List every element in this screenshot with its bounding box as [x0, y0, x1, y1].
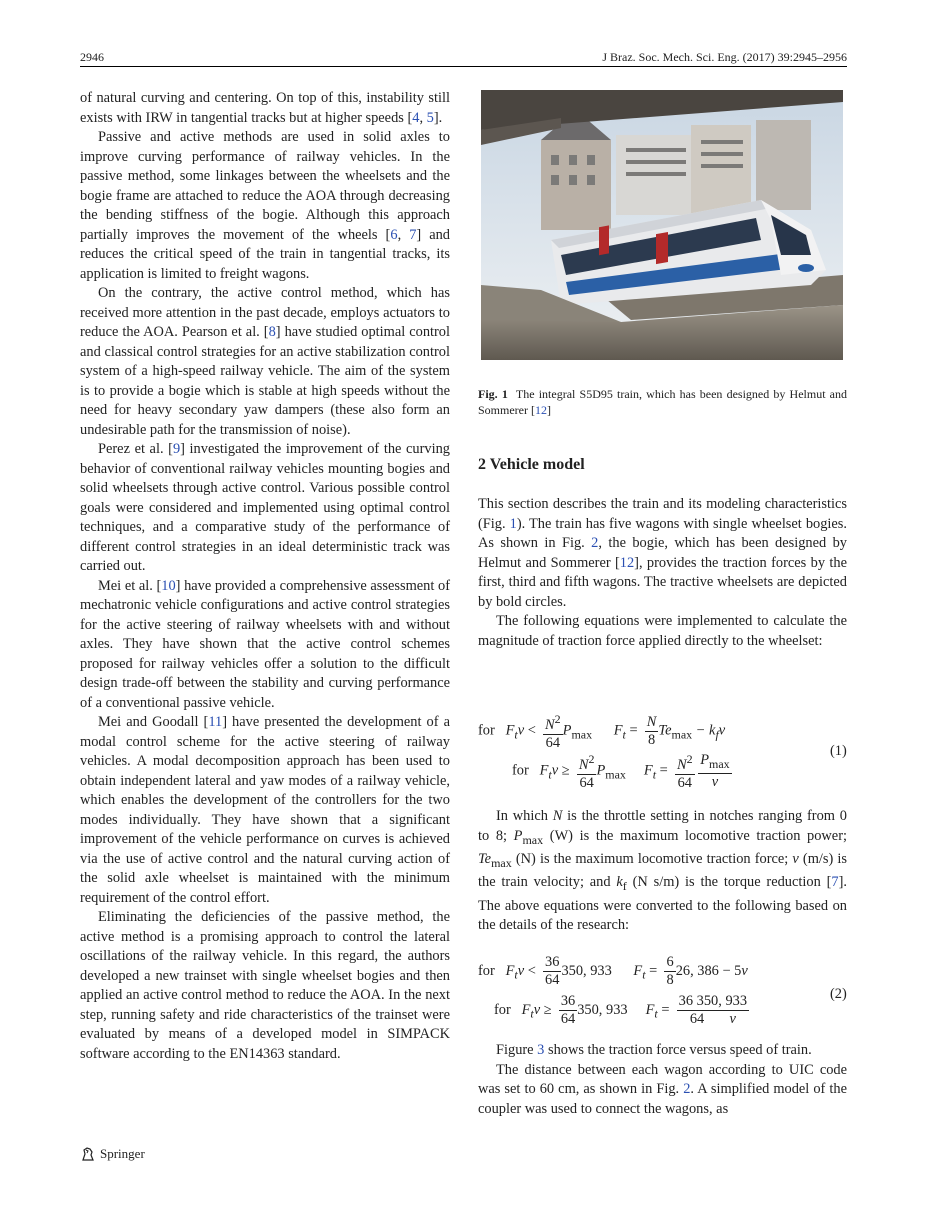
journal-citation: J Braz. Soc. Mech. Sci. Eng. (2017) 39:2945–2956 [602, 50, 847, 64]
reference-link[interactable]: 10 [161, 577, 176, 594]
paragraph: of natural curving and centering. On top of this, instability still exists with IRW in tangential tracks but at higher speeds [4, 5]. [80, 90, 450, 126]
reference-link[interactable]: 8 [268, 324, 276, 340]
equation-2-line-1: for $F_tv$ < $\frac{36}{64}$ 350, 933 $F_t$ = $\frac{6}{8}$ 26, 386 − 5v [478, 954, 748, 988]
running-header [80, 50, 847, 67]
reference-link[interactable]: 4 [412, 109, 420, 126]
equation-1-line-2: for $F_tv$ ≥ $\frac{N^2}{64}$ $P_{max}$ $F_t$ = $\frac{N^2}{64}$ $\frac{P_{max}}{v}$ [512, 751, 730, 791]
section-heading: 2 Vehicle model [478, 456, 585, 473]
paragraph: Perez et al. [9] investigated the improvement of the curving behavior of conventional railway vehicles mounting bogies and solid wheelsets through active control. Various possible control goals were considered and implemented using optimal control techniques, and a comparative study of the performance of different control strategies in an ideal deterministic track was carried out. [80, 441, 450, 574]
reference-link[interactable]: 12 [534, 403, 547, 417]
figure-label: Fig. 1 [478, 387, 508, 401]
paragraph: The following equations were implemented to calculate the magnitude of traction force applied directly to the wheelset: [478, 613, 847, 649]
reference-link[interactable]: 12 [619, 554, 635, 571]
reference-link[interactable]: 2 [683, 1081, 691, 1097]
figure-caption: Fig. 1 The integral S5D95 train, which has been designed by Helmut and Sommerer [12] [478, 387, 848, 417]
springer-horse-icon [80, 1146, 96, 1162]
equation-number: (1) [830, 743, 847, 759]
paragraph: This section describes the train and its modeling characteristics (Fig. 1). The train has five wagons with single wheelset bogies. As shown in Fig. 2, the bogie, which has been designed by Helmut and Sommerer [12], provides the traction forces by the first, third and fifth wagons. The tractive wheelsets are depicted by bold circles. [478, 496, 847, 610]
publisher-footer [80, 1146, 145, 1162]
right-column-block-3 [478, 1041, 847, 1119]
left-column [80, 89, 450, 1064]
reference-link[interactable]: 6 [390, 226, 398, 243]
paragraph: Mei et al. [10] have provided a comprehensive assessment of mechatronic vehicle configurations and active control strategies for the active steering of railway wheelsets with and without axles. They have shown that the active control schemes proposed for railway vehicles offer a solution to the difficult design trade-off between the stability and curving performance of a conventional passive vehicle. [80, 577, 450, 711]
reference-link[interactable]: 7 [831, 874, 839, 891]
page-number: 2946 [80, 50, 104, 64]
paragraph: The distance between each wagon according to UIC code was set to 60 cm, as shown in Fig. 2. A simplified model of the coupler was used to connect the wagons, as [478, 1061, 847, 1117]
reference-link[interactable]: 1 [509, 515, 517, 532]
paragraph: Passive and active methods are used in solid axles to improve curving performance of railway vehicles. In the passive method, some linkages between the wheelsets and the bogie frame are attached to reduce the AOA through decreasing the bending stiffness of the bogie. Although this approach partially improves the movement of the wheels [6, 7] and reduces the critical speed of the train in tangential tracks, its application is limited to freight wagons. [80, 129, 451, 282]
reference-link[interactable]: 11 [208, 714, 223, 730]
paragraph: Mei and Goodall [11] have presented the development of a modal control scheme for the active steering of railway vehicles. A modal decomposition approach has been used to obtain independent lateral and yaw modes of a railway vehicle, which enables the development of the controllers for the two modes individually. They have shown that a significant improvement of the vehicle performance on curves is achieved via the use of active control and the natural curving action of the solid axle wheelset is maintained with the minimum requirement of the control effort. [80, 714, 450, 906]
paragraph: On the contrary, the active control method, which has received more attention in the past decade, employs actuators to reduce the AOA. Pearson et al. [8] have studied optimal control and classical control strategies for an active stabilization control system of a high-speed railway vehicle. The aim of the system is to provide a bogie which is stable at high speeds without the need for heavy secondary yaw dampers (these also form an undesirable path for the transmission of noise). [80, 285, 450, 438]
paragraph: Eliminating the deficiencies of the passive method, the active method is a promising approach to control the lateral oscillations of the railway vehicle. In this regard, the authors developed a new trainset with single wheelset bogies and then applied an active control method to reduce the AOA. In the next step, running safety and ride characteristics of the trainset were evaluated by means of a developed model in SIMPACK software according to the EN14363 standard. [80, 909, 450, 1062]
reference-link[interactable]: 2 [591, 535, 599, 551]
reference-link[interactable]: 3 [537, 1042, 545, 1058]
reference-link[interactable]: 9 [172, 441, 181, 457]
publisher-name: Springer [100, 1146, 145, 1161]
paragraph: Figure 3 shows the traction force versus speed of train. [496, 1042, 812, 1058]
right-column-block-1 [478, 495, 847, 651]
figure-train-photo [481, 90, 843, 360]
paragraph: In which N is the throttle setting in notches ranging from 0 to 8; $P_{max}$ (W) is the maximum locomotive traction power; $Te_{max}$ (N) is the maximum locomotive traction force; v (m/s) is the train velocity; and $k_f$ (N s/m) is the torque reduction [7]. The above equations were converted to the following based on the details of the research: [478, 808, 847, 934]
train-photo-illustration [481, 90, 843, 360]
reference-link[interactable]: 5 [426, 109, 434, 126]
right-column-block-2 [478, 807, 847, 936]
equation-2-line-2: for $F_tv$ ≥ $\frac{36}{64}$ 350, 933 $F_t$ = $\frac{36 350, 933}{64 v}$ [494, 993, 748, 1027]
equation-1-line-1: for $F_tv$ < $\frac{N^2}{64}$ $P_{max}$ $F_t$ = $\frac{N}{8}$ $Te_{max} - k_fv$ [478, 712, 726, 751]
reference-link[interactable]: 7 [409, 226, 417, 243]
equation-number: (2) [830, 986, 847, 1002]
